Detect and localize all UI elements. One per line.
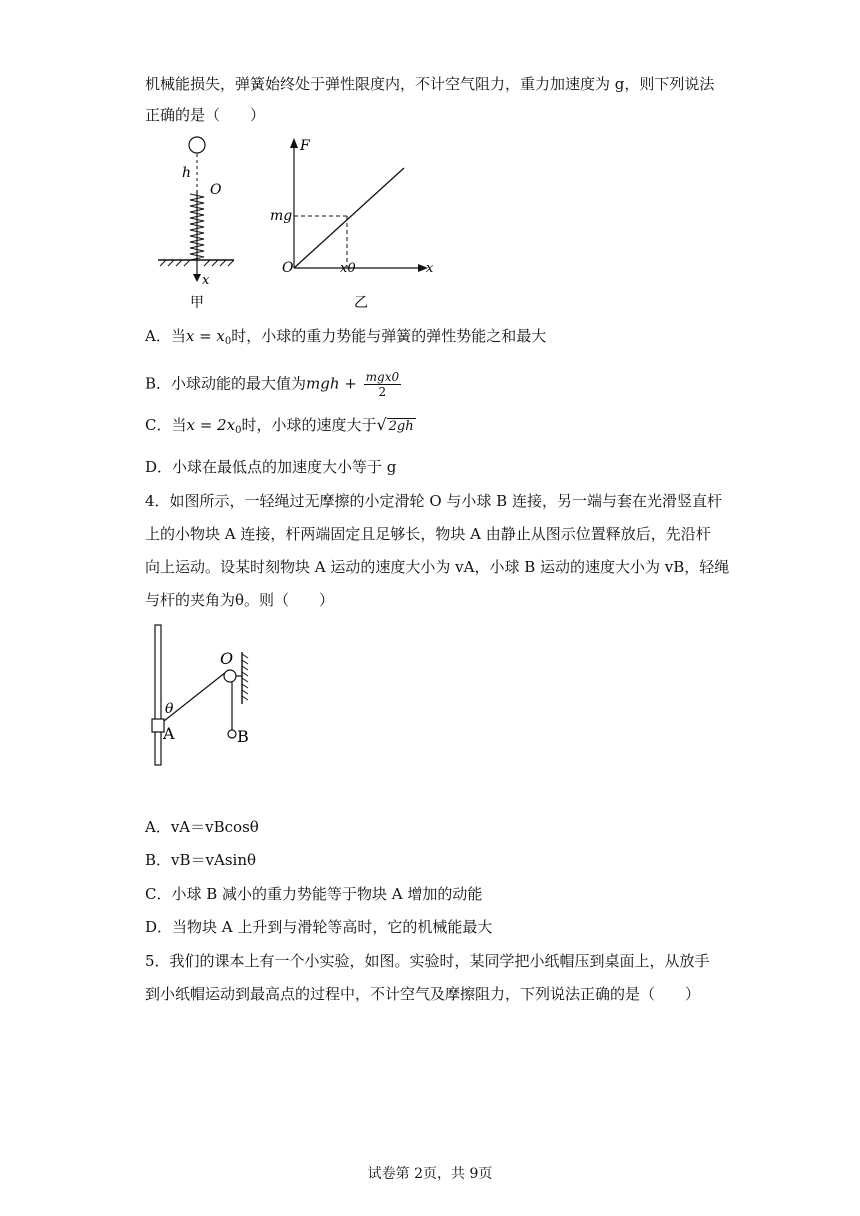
theta-label: θ xyxy=(165,701,174,717)
f-arrowhead xyxy=(290,138,298,148)
x0-label: x0 xyxy=(340,261,356,276)
q3-option-b: B．小球动能的最大值为mgh + $\frac{\text{mgx0}}{2}$ xyxy=(145,370,400,399)
q3-option-c: C．当$x = 2x_0$时，小球的速度大于√ 2gh xyxy=(145,415,414,436)
ball xyxy=(189,137,205,153)
q4-line-1: 4．如图所示，一轻绳过无摩擦的小定滑轮 O 与小球 B 连接，另一端与套在光滑竖直杆 xyxy=(145,492,722,510)
mg-label: mg xyxy=(270,208,293,224)
q4-option-b: B．vB＝vAsinθ xyxy=(145,851,257,869)
f-label: F xyxy=(300,138,310,154)
fraction: $\frac{\text{mgx0}}{2}$ xyxy=(365,370,400,399)
q4-option-c: C．小球 B 减小的重力势能等于物块 A 增加的动能 xyxy=(145,885,483,903)
q3-option-a: A．当$x = x_0$时，小球的重力势能与弹簧的弹性势能之和最大 xyxy=(145,327,547,347)
label-o: O xyxy=(220,649,234,668)
q4-line-2: 上的小物块 A 连接，杆两端固定且足够长，物块 A 由静止从图示位置释放后，先沿杆 xyxy=(145,525,711,543)
q4-line-3: 向上运动。设某时刻物块 A 运动的速度大小为 vA，小球 B 运动的速度大小为 vB，轻绳 xyxy=(145,558,730,576)
label-a: A xyxy=(163,724,175,743)
caption-jia: 甲 xyxy=(190,295,204,311)
intro-line-2: 正确的是（ ） xyxy=(145,106,266,124)
q4-option-a: A．vA＝vBcosθ xyxy=(145,818,259,836)
intro-line-1: 机械能损失，弹簧始终处于弹性限度内，不计空气阻力，重力加速度为 g，则下列说法 xyxy=(145,75,715,93)
force-graph xyxy=(262,132,452,312)
sqrt-sign: √ xyxy=(376,415,387,434)
o-label: O xyxy=(210,182,222,198)
h-label: h xyxy=(182,165,192,181)
wall-hatch xyxy=(242,654,248,700)
caption-yi: 乙 xyxy=(354,295,368,311)
q5-line-2: 到小纸帽运动到最高点的过程中，不计空气及摩擦阻力，下列说法正确的是（ ） xyxy=(145,985,701,1003)
q5-line-1: 5．我们的课本上有一个小实验，如图。实验时，某同学把小纸帽压到桌面上，从放手 xyxy=(145,952,710,970)
x-label: x xyxy=(202,273,210,288)
q4-option-d: D．当物块 A 上升到与滑轮等高时，它的机械能最大 xyxy=(145,918,493,936)
pulley-o xyxy=(224,670,236,682)
page-footer: 试卷第 2页，共 9页 xyxy=(367,1166,493,1182)
ball-b xyxy=(228,730,236,738)
q4-line-4: 与杆的夹角为θ。则（ ） xyxy=(145,591,335,609)
f-x-line xyxy=(294,168,404,268)
x-label: x xyxy=(426,261,434,276)
x-arrowhead xyxy=(193,274,201,282)
vertical-rod xyxy=(155,625,161,765)
spring-figure xyxy=(150,132,260,312)
q3-option-d: D．小球在最低点的加速度大小等于 g xyxy=(145,458,397,476)
label-b: B xyxy=(237,727,249,746)
origin-label: O xyxy=(282,260,294,276)
pulley-figure xyxy=(148,618,278,773)
